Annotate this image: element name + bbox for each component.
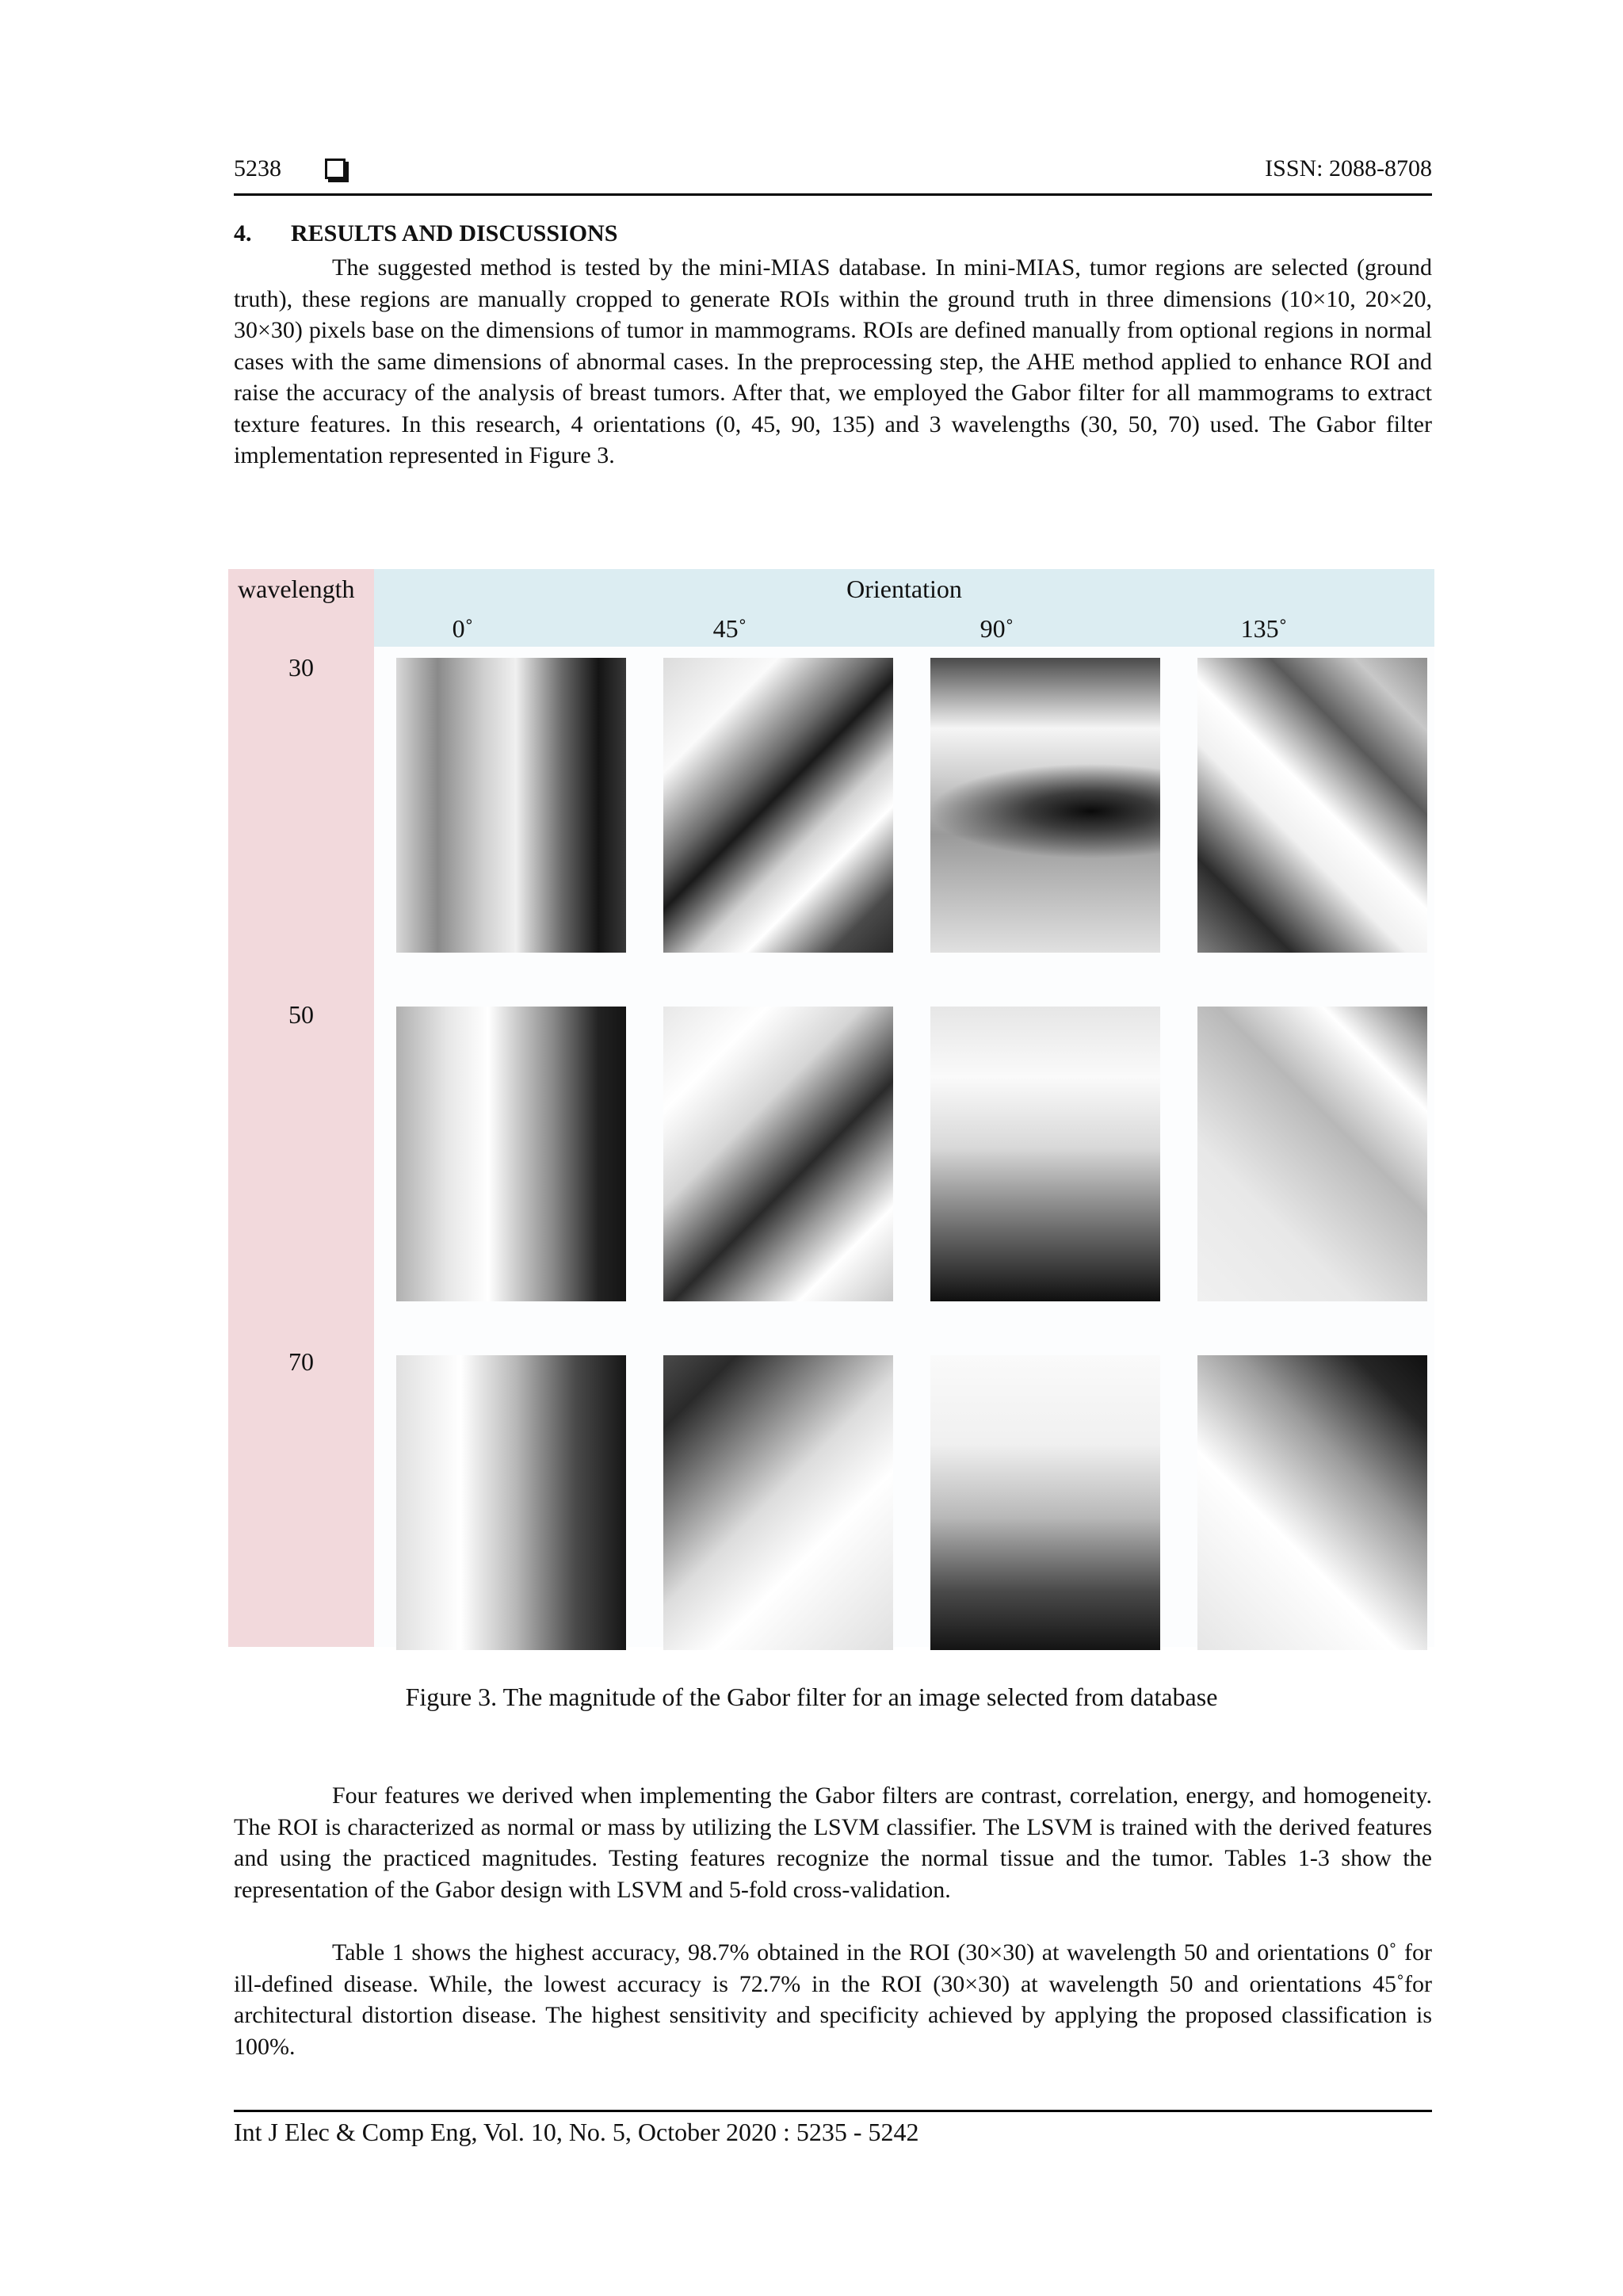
paragraph-method: The suggested method is tested by the mini-MIAS database. In mini-MIAS, tumor regions are selected (ground truth), these regions are manually cropped to generate ROIs within the ground truth in three dimensions (10×10, 20×20, 30×30) pixels base on the dimensions of tumor in mammograms. ROIs are defined manually from optional regions in normal cases with the same dimensions of abnormal cases. In the preprocessing step, the AHE method applied to enhance ROI and raise the accuracy of the analysis of breast tumors. After that, we employed the Gabor filter for all mammograms to extract texture features. In this research, 4 orientations (0, 45, 90, 135) and 3 wavelengths (30, 50, 70) used. The Gabor filter implementation represented in Figure 3. <box>234 254 1432 468</box>
gabor-image <box>396 658 626 953</box>
page-number: 5238 <box>234 155 281 181</box>
section-heading <box>234 220 617 247</box>
square-bullet-icon <box>325 159 346 179</box>
footer-rule <box>234 2110 1432 2112</box>
gabor-image <box>1197 1007 1427 1301</box>
wavelength-label: 30 <box>288 653 314 682</box>
orientation-header-row <box>374 569 1434 647</box>
orientation-label: 0˚ <box>452 614 474 643</box>
gabor-image <box>396 1007 626 1301</box>
gabor-image <box>396 1355 626 1650</box>
wavelength-header: wavelength <box>238 575 355 603</box>
section-title: RESULTS AND DISCUSSIONS <box>291 220 618 246</box>
footer-citation: Int J Elec & Comp Eng, Vol. 10, No. 5, October 2020 : 5235 - 5242 <box>234 2118 919 2146</box>
gabor-grid <box>374 647 1434 1647</box>
gabor-image <box>930 658 1160 953</box>
wavelength-column <box>228 569 374 1647</box>
gabor-image <box>1197 1355 1427 1650</box>
orientation-label: 45˚ <box>712 614 747 643</box>
gabor-image <box>1197 658 1427 953</box>
gabor-image <box>930 1007 1160 1301</box>
issn: ISSN: 2088-8708 <box>1265 155 1432 181</box>
wavelength-label: 50 <box>288 1000 314 1029</box>
orientation-header: Orientation <box>846 575 962 603</box>
gabor-image <box>663 1355 893 1650</box>
paragraph-features: Four features we derived when implementing the Gabor filters are contrast, correlation, energy, and homogeneity. The ROI is characterized as normal or mass by utilizing the LSVM classifier. The LSVM is trained with the derived features and using the practiced magnitudes. Testing features recognize the normal tissue and the tumor. Tables 1-3 show the representation of the Gabor design with LSVM and 5-fold cross-validation. <box>234 1782 1432 1903</box>
wavelength-label: 70 <box>288 1347 314 1376</box>
orientation-label: 90˚ <box>980 614 1014 643</box>
gabor-image <box>663 658 893 953</box>
orientation-label: 135˚ <box>1240 614 1288 643</box>
figure-caption: Figure 3. The magnitude of the Gabor filter for an image selected from database <box>405 1683 1218 1711</box>
gabor-image <box>930 1355 1160 1650</box>
page-header <box>234 155 1432 196</box>
paragraph-results: Table 1 shows the highest accuracy, 98.7% obtained in the ROI (30×30) at wavelength 50 and orientations 0˚ for ill-defined disease. While, the lowest accuracy is 72.7% in the ROI (30×30) at wavelength 50 and orientations 45˚for architectural distortion disease. The highest sensitivity and specificity achieved by applying the proposed classification is 100%. <box>234 1939 1432 2060</box>
section-number: 4. <box>234 220 252 246</box>
gabor-image <box>663 1007 893 1301</box>
gabor-figure <box>228 569 1434 1647</box>
